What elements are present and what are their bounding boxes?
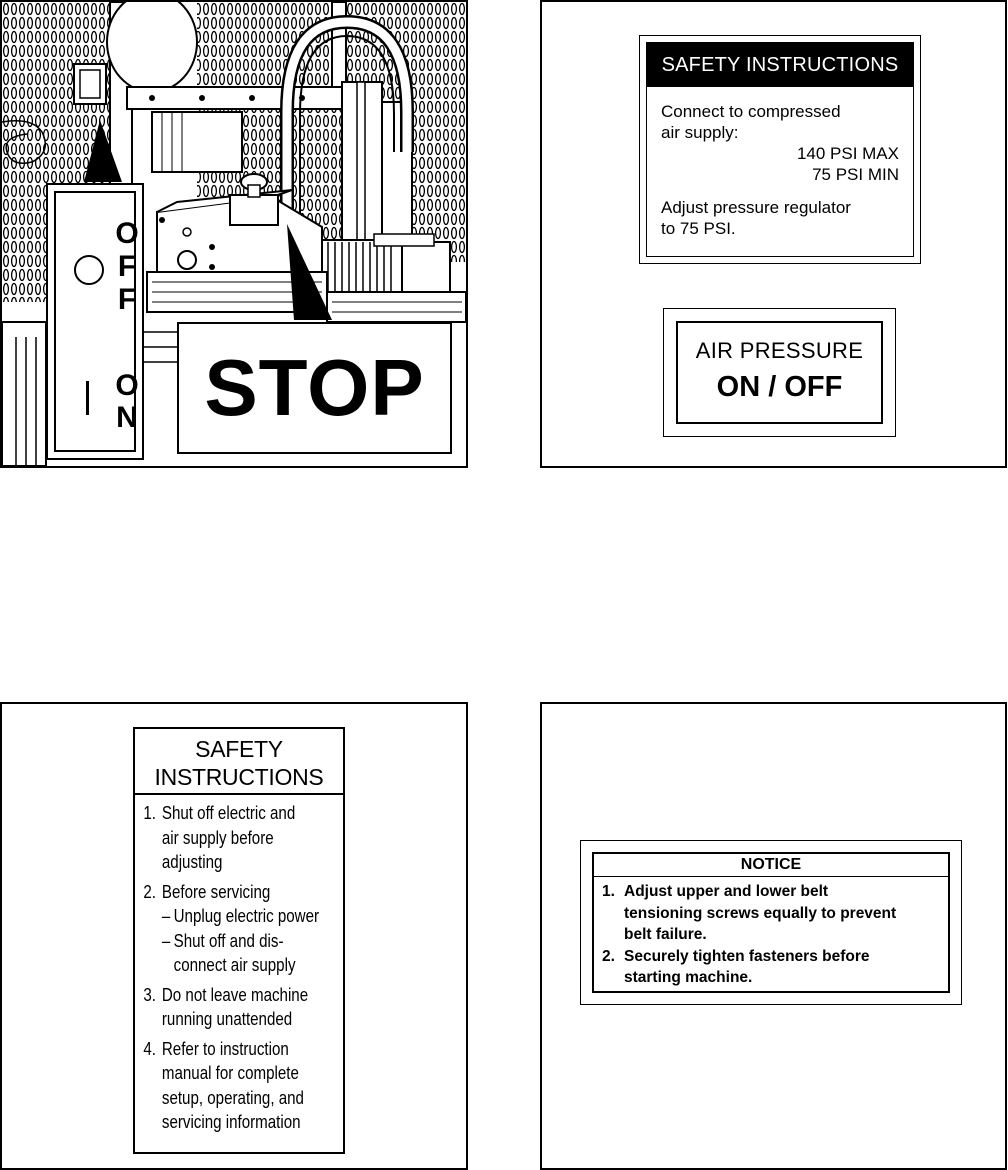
air-safety-line2: air supply: xyxy=(661,123,739,142)
on-bar-icon xyxy=(86,381,89,415)
air-safety-instructions-label xyxy=(639,35,921,264)
air-pressure-label xyxy=(663,308,896,437)
air-safety-panel xyxy=(540,0,1007,468)
off-letter-o: O xyxy=(115,217,139,250)
on-letter-o: O xyxy=(115,369,139,402)
off-letter-f1: F xyxy=(117,250,137,283)
list-item: 4. Refer to instruction manual for complete setup, operating, and servicing information xyxy=(143,1038,304,1132)
list-item: 2. Securely tighten fasteners before starting machine. xyxy=(602,947,870,986)
notice-title: NOTICE xyxy=(594,854,948,877)
stop-label xyxy=(177,322,452,454)
air-safety-line4: to 75 PSI. xyxy=(661,219,736,238)
stop-text: STOP xyxy=(204,343,425,432)
air-safety-line3: Adjust pressure regulator xyxy=(661,198,851,217)
air-pressure-line2: ON / OFF xyxy=(716,371,843,403)
sub-item: – Shut off and dis- connect air supply xyxy=(161,930,296,975)
on-off-switch-label xyxy=(46,183,144,460)
psi-min: 75 PSI MIN xyxy=(812,165,899,184)
notice-label xyxy=(580,840,962,1005)
list-item: 1. Shut off electric and air supply before adjusting xyxy=(143,803,296,872)
air-pressure-line1: AIR PRESSURE xyxy=(695,338,864,363)
list-item: 2. Before servicing – Unplug electric power – Shut off and dis- connect air supply xyxy=(143,880,336,978)
machine-illustration-panel xyxy=(0,0,468,468)
title-line1: SAFETY xyxy=(195,736,283,762)
safety-instructions-title xyxy=(135,729,343,795)
air-safety-title: SAFETY INSTRUCTIONS xyxy=(647,43,913,87)
list-item: 1. Adjust upper and lower belt tensioning screws equally to prevent belt failure. xyxy=(602,883,897,943)
title-line2: INSTRUCTIONS xyxy=(154,764,324,790)
notice-list xyxy=(594,877,948,989)
psi-max: 140 PSI MAX xyxy=(796,144,899,163)
list-item: 3. Do not leave machine running unattended xyxy=(143,984,309,1029)
safety-instructions-list xyxy=(135,795,345,1135)
notice-panel xyxy=(540,702,1007,1170)
safety-instructions-panel xyxy=(0,702,468,1170)
on-letter-n: N xyxy=(116,401,138,434)
sub-item: – Unplug electric power xyxy=(161,906,320,926)
off-circle-icon xyxy=(74,255,104,285)
air-safety-line1: Connect to compressed xyxy=(661,102,841,121)
safety-instructions-label xyxy=(133,727,345,1154)
off-letter-f2: F xyxy=(117,283,137,316)
